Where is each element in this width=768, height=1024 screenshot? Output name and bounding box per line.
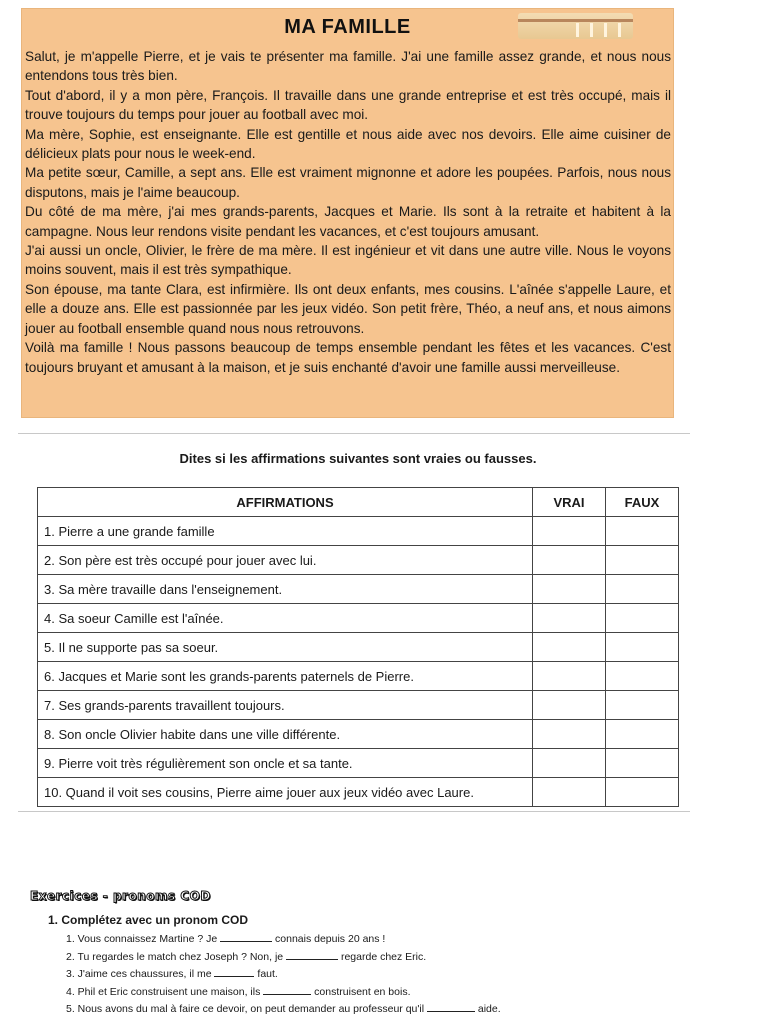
true-answer-cell[interactable] <box>533 720 606 749</box>
statement-cell: 7. Ses grands-parents travaillent toujours. <box>38 691 533 720</box>
header-false: FAUX <box>606 488 679 517</box>
paragraph: Ma petite sœur, Camille, a sept ans. Elle est vraiment mignonne et adore les poupées. Parfois, nous nous disputons, mais je l'aime beaucoup. <box>25 165 671 200</box>
exercise-item <box>66 949 750 967</box>
exercise-text: regarde chez Eric. <box>338 950 427 963</box>
statement-cell: 6. Jacques et Marie sont les grands-parents paternels de Pierre. <box>38 662 533 691</box>
table-row <box>38 575 679 604</box>
table-row <box>38 517 679 546</box>
quiz-instruction: Dites si les affirmations suivantes sont vraies ou fausses. <box>179 451 537 466</box>
exercise-item <box>66 984 750 1002</box>
paragraph: Tout d'abord, il y a mon père, François. Il travaille dans une grande entreprise et est très occupé, mais il trouve toujours du temps pour jouer au football avec moi. <box>25 87 671 123</box>
table-row <box>38 633 679 662</box>
true-answer-cell[interactable] <box>533 604 606 633</box>
exercise-text: 1. Vous connaissez Martine ? Je <box>66 933 221 945</box>
header-statements: AFFIRMATIONS <box>38 488 533 517</box>
answer-blank[interactable] <box>214 967 254 977</box>
paragraph: Du côté de ma mère, j'ai mes grands-parents, Jacques et Marie. Ils sont à la retraite et habitent à la campagne. Nous leur rendons visite pendant les vacances, et c'est toujours amusant. <box>25 204 671 239</box>
answer-blank[interactable] <box>286 950 338 960</box>
cod-exercises <box>30 889 750 1019</box>
true-answer-cell[interactable] <box>533 662 606 691</box>
answer-blank[interactable] <box>263 985 311 995</box>
answer-blank[interactable] <box>427 1002 475 1012</box>
exercise-text: connais depuis 20 ans ! <box>272 933 386 945</box>
false-answer-cell[interactable] <box>606 720 679 749</box>
true-answer-cell[interactable] <box>533 749 606 778</box>
table-row <box>38 720 679 749</box>
exercise-item <box>66 931 750 949</box>
false-answer-cell[interactable] <box>606 633 679 662</box>
exercises-title: Exercices - pronoms COD <box>30 889 211 903</box>
header-true: VRAI <box>533 488 606 517</box>
false-answer-cell[interactable] <box>606 517 679 546</box>
false-answer-cell[interactable] <box>606 778 679 807</box>
paragraph: Ma mère, Sophie, est enseignante. Elle est gentille et nous aide avec nos devoirs. Elle aime cuisiner de délicieux plats pour nous le week-end. <box>25 126 671 162</box>
false-answer-cell[interactable] <box>606 604 679 633</box>
true-answer-cell[interactable] <box>533 633 606 662</box>
exercise-text: aide. <box>474 1003 501 1015</box>
true-answer-cell[interactable] <box>533 778 606 807</box>
table-row <box>38 604 679 633</box>
exercise-text: construisent en bois. <box>311 985 411 998</box>
statement-cell: 5. Il ne supporte pas sa soeur. <box>38 633 533 662</box>
paragraph: Voilà ma famille ! Nous passons beaucoup de temps ensemble pendant les fêtes et les vacances. C'est toujours bruyant et amusant à la maison, et je suis enchanté d'avoir une famille aussi merveilleuse. <box>25 340 671 375</box>
paragraph: Son épouse, ma tante Clara, est infirmière. Ils ont deux enfants, mes cousins. L'aînée s'appelle Laure, et elle a douze ans. Elle est passionnée par les jeux vidéo. Son petit frère, Théo, a neuf ans, et nous aimons jouer au football ensemble quand nous nous retrouvons. <box>25 281 671 336</box>
false-answer-cell[interactable] <box>606 575 679 604</box>
exercise-text: 3. J'aime ces chaussures, il me <box>66 968 215 980</box>
exercise-text: 4. Phil et Eric construisent une maison, ils <box>66 985 264 998</box>
divider <box>18 811 690 812</box>
reading-title: MA FAMILLE <box>284 16 411 38</box>
table-row <box>38 691 679 720</box>
divider <box>18 433 690 434</box>
true-answer-cell[interactable] <box>533 517 606 546</box>
table-row <box>38 662 679 691</box>
reading-passage <box>21 8 674 418</box>
answer-blank[interactable] <box>220 932 272 942</box>
false-answer-cell[interactable] <box>606 691 679 720</box>
exercise-text: 2. Tu regardes le match chez Joseph ? Non, je <box>66 950 287 963</box>
reading-text <box>25 47 671 377</box>
true-answer-cell[interactable] <box>533 546 606 575</box>
statement-cell: 9. Pierre voit très régulièrement son oncle et sa tante. <box>38 749 533 778</box>
table-row <box>38 749 679 778</box>
statement-cell: 1. Pierre a une grande famille <box>38 517 533 546</box>
statement-cell: 2. Son père est très occupé pour jouer avec lui. <box>38 546 533 575</box>
table-row <box>38 546 679 575</box>
exercise-text: 5. Nous avons du mal à faire ce devoir, on peut demander au professeur qu'il <box>66 1003 427 1015</box>
exercise-instruction: 1. Complétez avec un pronom COD <box>48 913 249 927</box>
table-row <box>38 778 679 807</box>
statement-cell: 3. Sa mère travaille dans l'enseignement. <box>38 575 533 604</box>
true-answer-cell[interactable] <box>533 691 606 720</box>
exercise-item <box>66 966 750 984</box>
paragraph: J'ai aussi un oncle, Olivier, le frère de ma mère. Il est ingénieur et vit dans une autre ville. Nous le voyons moins souvent, mais il est très sympathique. <box>25 243 671 278</box>
exercise-text: faut. <box>254 968 278 980</box>
false-answer-cell[interactable] <box>606 662 679 691</box>
paragraph: Salut, je m'appelle Pierre, et je vais te présenter ma famille. J'ai une famille assez grande, et nous nous entendons tous très bien. <box>25 49 671 84</box>
exercise-list <box>66 931 750 1019</box>
true-false-table <box>37 487 679 807</box>
statement-cell: 10. Quand il voit ses cousins, Pierre aime jouer aux jeux vidéo avec Laure. <box>38 778 533 807</box>
statement-cell: 4. Sa soeur Camille est l'aînée. <box>38 604 533 633</box>
exercise-item <box>66 1001 750 1019</box>
false-answer-cell[interactable] <box>606 749 679 778</box>
table-header-row <box>38 488 679 517</box>
statement-cell: 8. Son oncle Olivier habite dans une ville différente. <box>38 720 533 749</box>
false-answer-cell[interactable] <box>606 546 679 575</box>
true-answer-cell[interactable] <box>533 575 606 604</box>
